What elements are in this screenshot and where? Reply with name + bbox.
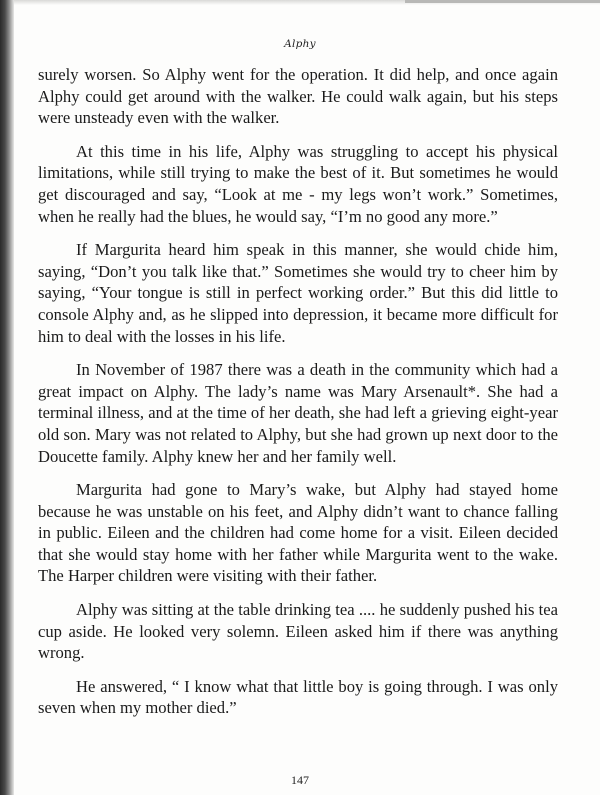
body-text xyxy=(38,64,558,731)
paragraph-6: Alphy was sitting at the table drinking tea .... he suddenly pushed his tea cup aside. He looked very solemn. Eileen asked him if there was anything wrong. xyxy=(38,600,558,663)
paragraph-1: surely worsen. So Alphy went for the operation. It did help, and once again Alphy could get around with the walker. He could walk again, but his steps were unsteady even with the walker. xyxy=(38,65,558,128)
page-number: 147 xyxy=(291,773,309,787)
paragraph-2: At this time in his life, Alphy was struggling to accept his physical limitations, while still trying to make the best of it. But sometimes he would get discouraged and say, “Look at me - my legs won’t work.” Sometimes, when he really had the blues, he would say, “I’m no good any more.” xyxy=(38,141,558,226)
paragraph-7: He answered, “ I know what that little boy is going through. I was only seven when my mother died.” xyxy=(38,676,558,718)
binding-shadow xyxy=(0,0,14,795)
paragraph-5: Margurita had gone to Mary’s wake, but Alphy had stayed home because he was unstable on his feet, and Alphy didn’t want to chance falling in public. Eileen and the children had come home for a visit. Eileen decided that she would stay home with her father while Margurita went to the wake. The Harper children were visiting with their father. xyxy=(38,480,558,586)
page-top-edge-strip xyxy=(405,0,600,3)
paragraph-4: In November of 1987 there was a death in the community which had a great impact on Alphy. The lady’s name was Mary Arsenault*. She had a terminal illness, and at the time of her death, she had left a grieving eight-year old son. Mary was not related to Alphy, but she had grown up next door to the Doucette family. Alphy knew her and her family well. xyxy=(38,360,558,466)
running-header: Alphy xyxy=(284,38,316,50)
paragraph-3: If Margurita heard him speak in this manner, she would chide him, saying, “Don’t you talk like that.” Sometimes she would try to cheer him by saying, “Your tongue is still in perfect working order.” But this did little to console Alphy and, as he slipped into depression, it became more difficult for him to deal with the losses in his life. xyxy=(38,240,558,346)
